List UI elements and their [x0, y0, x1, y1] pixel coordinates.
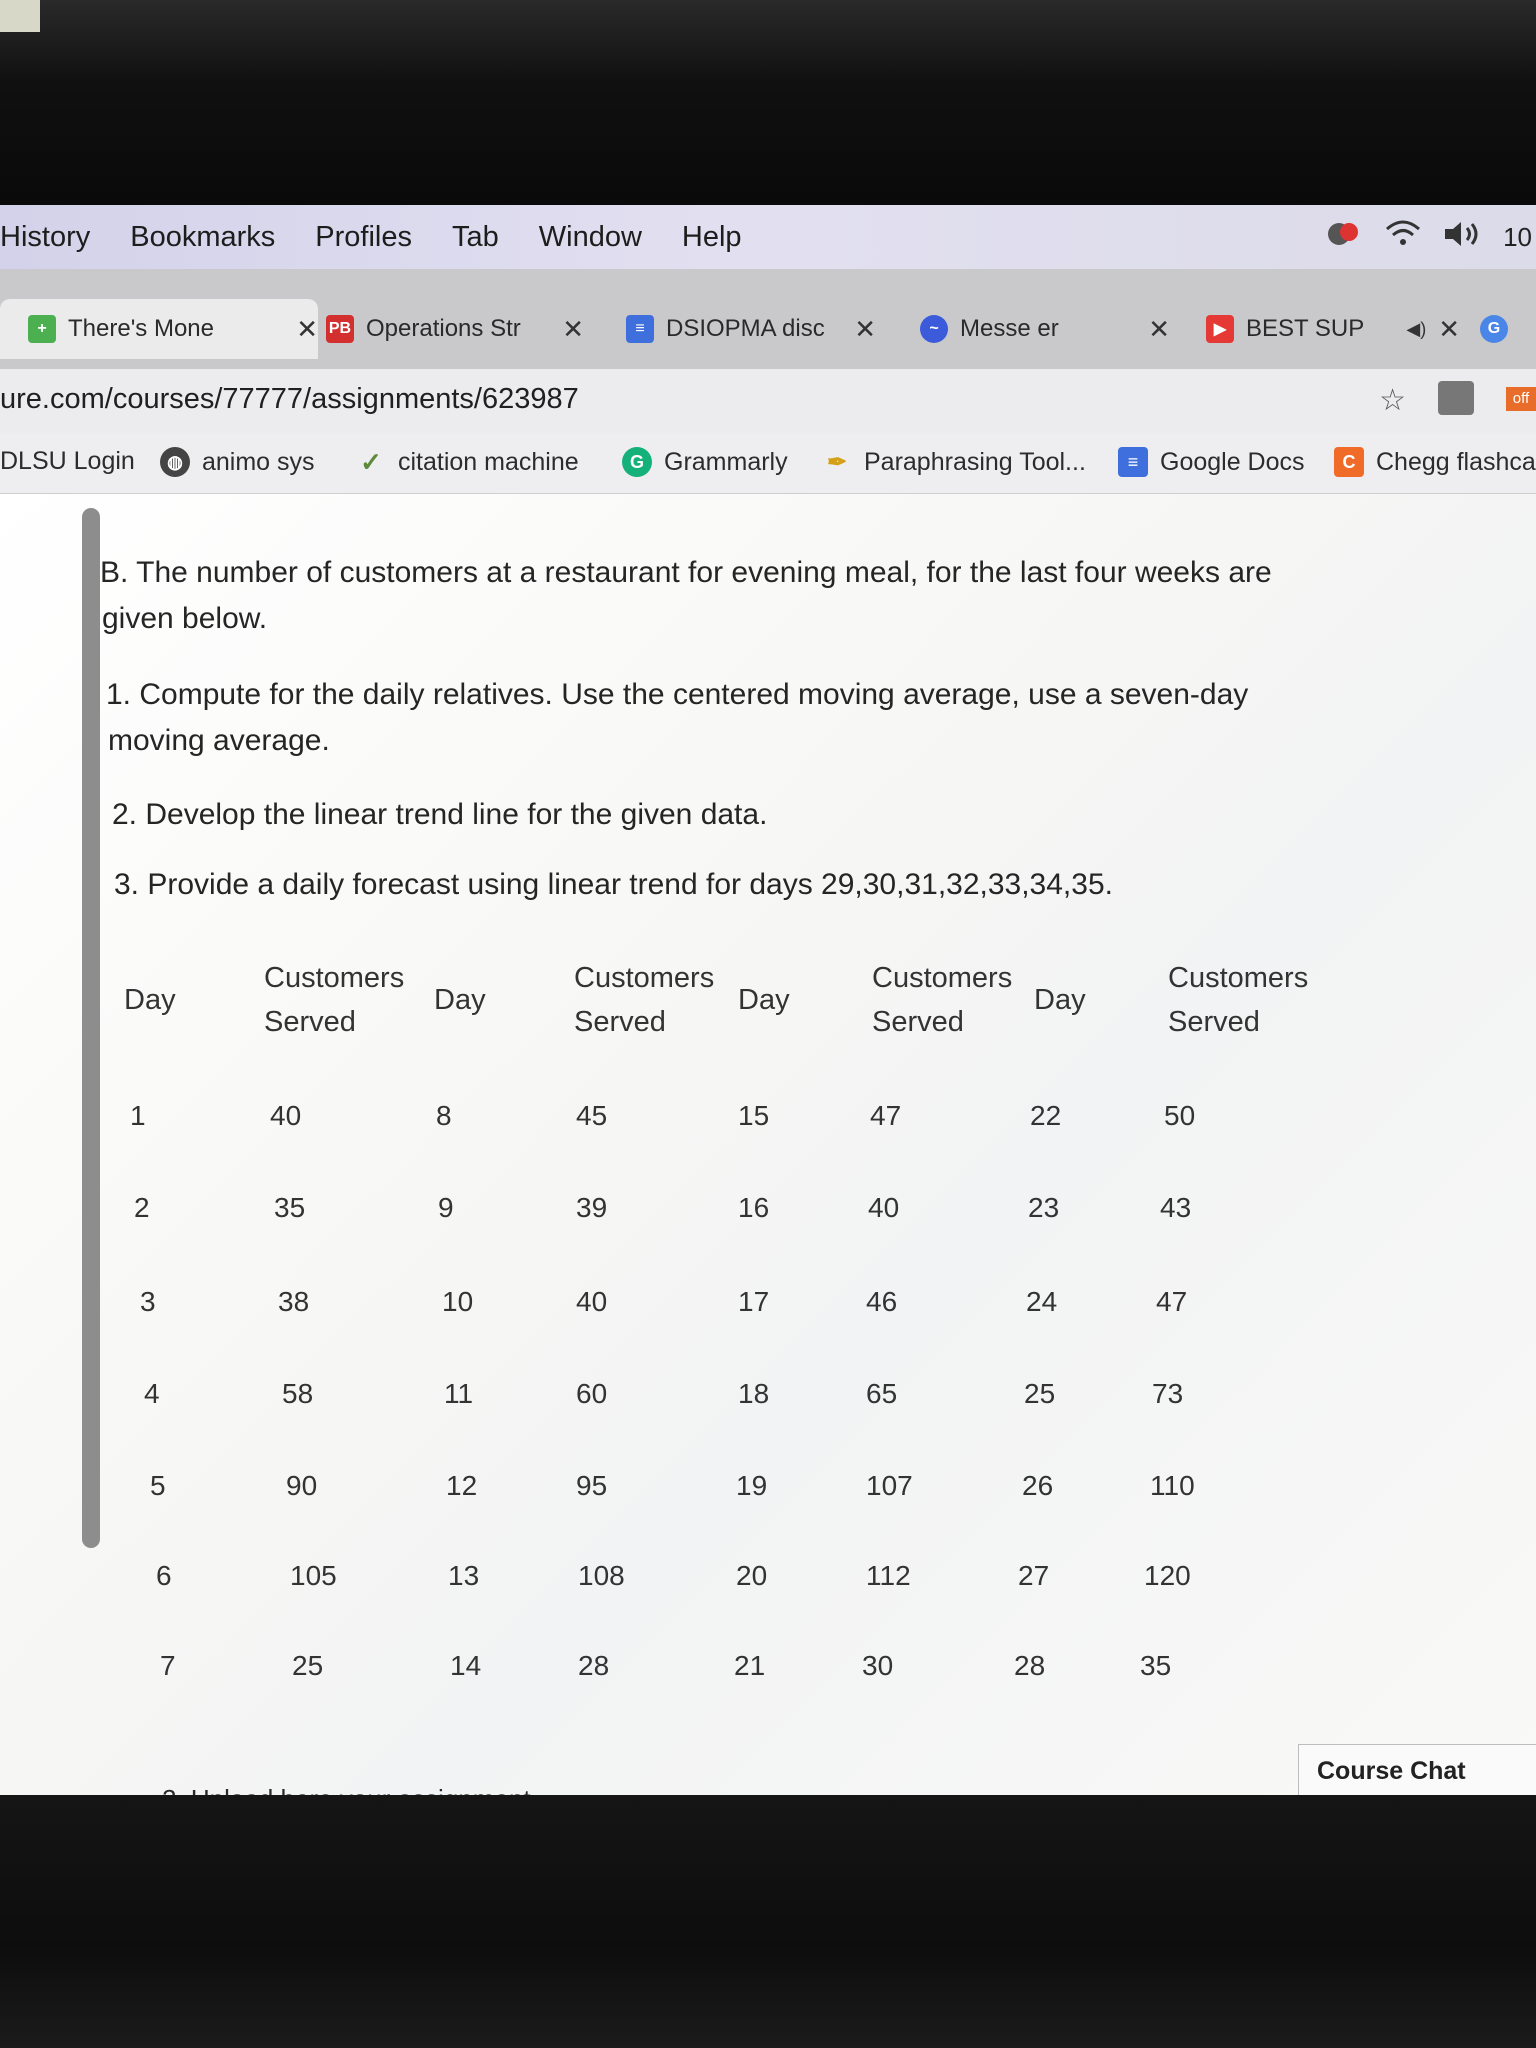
day-cell: 17: [738, 1286, 770, 1317]
served-cell: 43: [1160, 1192, 1192, 1223]
served-cell: 90: [286, 1470, 318, 1501]
day-cell: 9: [438, 1192, 454, 1223]
day-cell: 1: [130, 1100, 146, 1131]
question-3: 3. Provide a daily forecast using linear trend for days 29,30,31,32,33,34,35.: [114, 868, 1113, 901]
citation-icon: ✓: [360, 446, 382, 477]
day-cell: 7: [160, 1650, 176, 1681]
header-customers-3: Customers Served: [872, 962, 1013, 1038]
mute-icon[interactable]: ◀): [1406, 318, 1427, 339]
intro-line-2: given below.: [102, 602, 268, 635]
day-cell: 12: [446, 1470, 478, 1501]
bookmark-star-icon[interactable]: ☆: [1379, 384, 1406, 417]
youtube-icon: ▶: [1206, 315, 1234, 343]
menu-bookmarks[interactable]: Bookmarks: [130, 220, 276, 253]
tab-operations[interactable]: [326, 299, 584, 359]
day-cell: 20: [736, 1560, 768, 1591]
bookmark-label: Google Docs: [1160, 447, 1305, 476]
day-cell: 18: [738, 1378, 770, 1409]
intro-line-1: B. The number of customers at a restaurant for evening meal, for the last four weeks are: [100, 556, 1272, 589]
course-chat-button[interactable]: Course Chat: [1298, 1744, 1536, 1796]
bookmark-label: citation machine: [398, 447, 579, 476]
served-cell: 40: [868, 1192, 900, 1223]
tab-google[interactable]: [1480, 299, 1520, 359]
status-icons: [1325, 205, 1536, 269]
day-cell: 15: [738, 1100, 770, 1131]
tab-label: DSIOPMA disc: [666, 315, 825, 342]
served-cell: 47: [1156, 1286, 1188, 1317]
question-1-line-2: moving average.: [108, 724, 330, 757]
screen-glare: [0, 0, 40, 32]
page-content: [0, 494, 1536, 1795]
header-customers-2: Customers Served: [574, 962, 715, 1038]
served-cell: 108: [578, 1560, 625, 1591]
day-cell: 2: [134, 1192, 150, 1223]
day-cell: 21: [734, 1650, 766, 1681]
served-cell: 35: [1140, 1650, 1172, 1681]
header-day-3: Day: [738, 984, 790, 1016]
close-icon[interactable]: ✕: [296, 313, 318, 344]
day-cell: 26: [1022, 1470, 1054, 1501]
url-field[interactable]: ure.com/courses/77777/assignments/623987: [0, 383, 579, 415]
close-icon[interactable]: ✕: [1438, 313, 1460, 344]
extension-icon[interactable]: [1438, 381, 1474, 415]
tab-label: BEST SUP: [1246, 315, 1365, 342]
served-cell: 50: [1164, 1100, 1196, 1131]
bookmark-label: animo sys: [202, 447, 315, 476]
served-cell: 39: [576, 1192, 608, 1223]
tab-label: There's Mone: [68, 315, 214, 342]
monitor-bezel-bottom: [0, 1795, 1536, 2048]
served-cell: 65: [866, 1378, 898, 1409]
extension-off-icon[interactable]: off: [1506, 387, 1536, 411]
served-cell: 112: [866, 1560, 911, 1591]
day-cell: 25: [1024, 1378, 1056, 1409]
monitor-bezel-top: [0, 0, 1536, 205]
quill-icon: ✒: [826, 448, 848, 476]
bookmark-label: Paraphrasing Tool...: [864, 447, 1086, 476]
bookmark-animo-sys[interactable]: [160, 447, 315, 477]
served-cell: 25: [292, 1650, 324, 1681]
day-cell: 28: [1014, 1650, 1046, 1681]
creative-cloud-icon[interactable]: [1325, 219, 1365, 256]
clock[interactable]: 10: [1503, 221, 1532, 252]
day-cell: 13: [448, 1560, 480, 1591]
pb-icon: PB: [326, 315, 354, 343]
plus-icon: +: [28, 315, 56, 343]
header-customers-4: Customers Served: [1168, 962, 1309, 1038]
bookmark-label: Chegg flashca: [1376, 447, 1536, 476]
google-icon: G: [1480, 315, 1508, 343]
bookmark-chegg[interactable]: [1334, 447, 1536, 477]
served-cell: 120: [1144, 1560, 1191, 1591]
day-cell: 19: [736, 1470, 768, 1501]
day-cell: 14: [450, 1650, 482, 1681]
served-cell: 60: [576, 1378, 608, 1409]
header-day-2: Day: [434, 984, 486, 1016]
day-cell: 6: [156, 1560, 172, 1591]
served-cell: 40: [270, 1100, 302, 1131]
menu-history[interactable]: History: [0, 220, 91, 253]
bookmark-grammarly[interactable]: [622, 447, 788, 477]
question-1-line-1: 1. Compute for the daily relatives. Use the centered moving average, use a seven-day: [106, 678, 1249, 711]
tab-theres-money[interactable]: [0, 299, 318, 359]
served-cell: 95: [576, 1470, 608, 1501]
globe-icon: ◍: [160, 447, 190, 477]
served-cell: 110: [1150, 1470, 1195, 1501]
served-cell: 40: [576, 1286, 608, 1317]
header-day-4: Day: [1034, 984, 1086, 1016]
address-bar: [0, 369, 1536, 433]
served-cell: 47: [870, 1100, 902, 1131]
docs-icon: ≡: [1118, 447, 1148, 477]
day-cell: 22: [1030, 1100, 1062, 1131]
served-cell: 28: [578, 1650, 610, 1681]
served-cell: 105: [290, 1560, 337, 1591]
day-cell: 3: [140, 1286, 156, 1317]
day-cell: 11: [444, 1378, 474, 1409]
tab-dsiopma[interactable]: [626, 299, 876, 359]
day-cell: 10: [442, 1286, 474, 1317]
scrollbar[interactable]: [82, 508, 100, 1548]
grammarly-icon: G: [622, 447, 652, 477]
messenger-icon: ~: [920, 315, 948, 343]
wifi-icon[interactable]: [1383, 219, 1423, 256]
day-cell: 27: [1018, 1560, 1050, 1591]
bookmark-label: Grammarly: [664, 447, 788, 476]
header-day-1: Day: [124, 984, 176, 1016]
bookmarks-bar: [0, 433, 1536, 494]
bookmark-paraphrasing-tool[interactable]: [822, 447, 1086, 477]
docs-icon: ≡: [626, 315, 654, 343]
volume-icon[interactable]: [1441, 219, 1485, 256]
header-customers-1: Customers Served: [264, 962, 405, 1038]
served-cell: 73: [1152, 1378, 1184, 1409]
close-icon[interactable]: ✕: [562, 313, 584, 344]
served-cell: 46: [866, 1286, 898, 1317]
served-cell: 107: [866, 1470, 913, 1501]
day-cell: 5: [150, 1470, 166, 1501]
day-cell: 16: [738, 1192, 770, 1223]
served-cell: 30: [862, 1650, 894, 1681]
served-cell: 45: [576, 1100, 608, 1131]
bookmark-label: DLSU Login: [0, 447, 135, 475]
served-cell: 35: [274, 1192, 306, 1223]
menu-profiles[interactable]: Profiles: [315, 220, 412, 253]
tab-messenger[interactable]: [920, 299, 1170, 359]
served-cell: 58: [282, 1378, 314, 1409]
tab-best-sup[interactable]: [1206, 299, 1460, 359]
tab-label: Messe er: [960, 315, 1059, 342]
served-cell: 38: [278, 1286, 310, 1317]
bookmark-google-docs[interactable]: [1118, 447, 1305, 477]
question-2: 2. Develop the linear trend line for the given data.: [112, 798, 768, 831]
close-icon[interactable]: ✕: [854, 313, 876, 344]
menu-help[interactable]: Help: [681, 220, 742, 253]
menu-window[interactable]: Window: [538, 220, 642, 253]
bookmark-dlsu-login[interactable]: [0, 447, 135, 476]
day-cell: 23: [1028, 1192, 1060, 1223]
chegg-icon: C: [1334, 447, 1364, 477]
tab-label: Operations Str: [366, 315, 521, 342]
menu-bar: [0, 205, 1536, 269]
close-icon[interactable]: ✕: [1148, 313, 1170, 344]
day-cell: 8: [436, 1100, 452, 1131]
day-cell: 4: [144, 1378, 160, 1409]
menu-tab[interactable]: Tab: [451, 220, 499, 253]
bookmark-citation-machine[interactable]: [356, 447, 579, 477]
tab-strip: [0, 269, 1536, 369]
day-cell: 24: [1026, 1286, 1058, 1317]
